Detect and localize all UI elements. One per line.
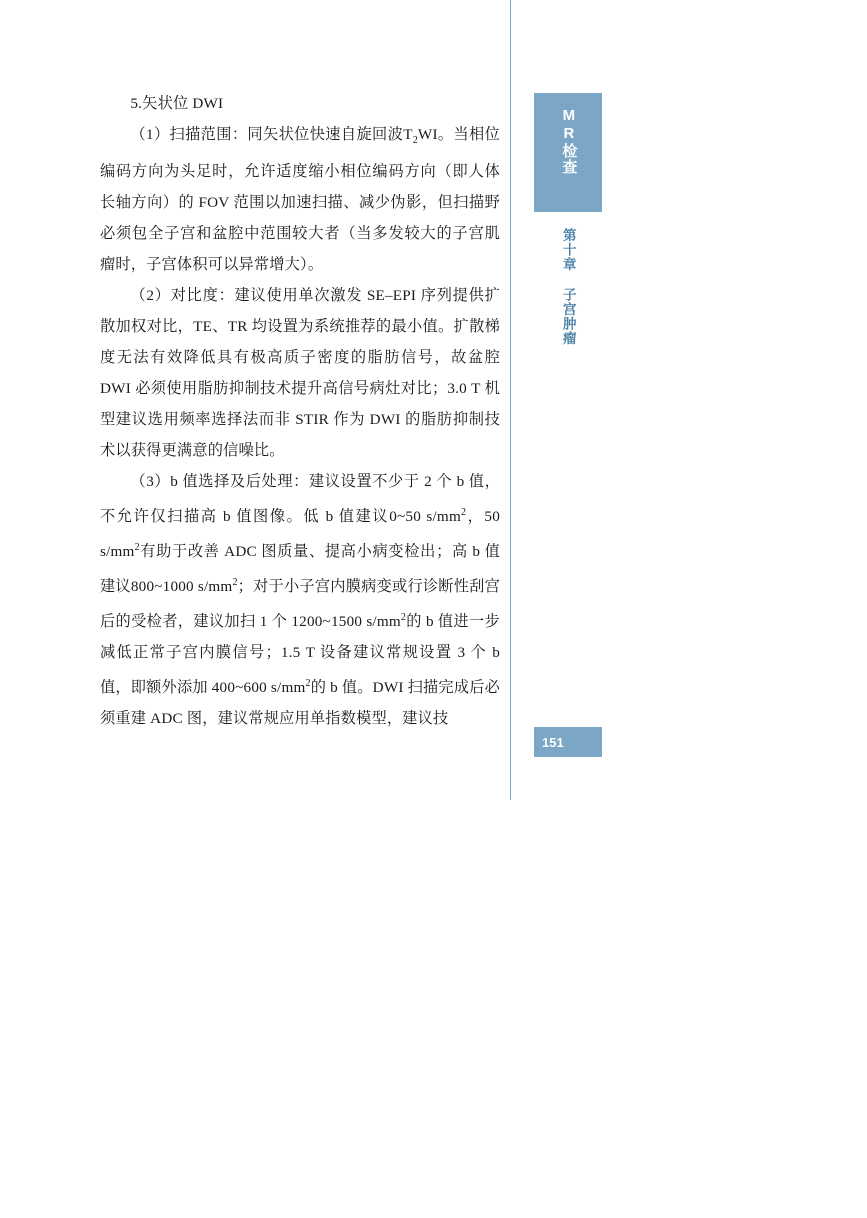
paragraph-bvalue: （3）b 值选择及后处理：建议设置不少于 2 个 b 值，不允许仅扫描高 b 值图像。低 b 值建议0~50 $s/mm^2$，50 $s/mm^2$有助于改善 ADC 图质量、提高小病变检出；高 b 值建议800~1000 $s/mm^2$；对于小子宫内膜病变或行诊断性刮宫后的受检者，建议加扫 1 个 1200~1500 $s/mm^2$的 b 值进一步减低正常子宫内膜信号；1.5 T 设备建议常规设置 3 个 b 值，即额外添加 400~600 $s/mm^2$的 b 值。DWI 扫描完成后必须重建 ADC 图，建议常规应用单指数模型，建议技 [100, 473, 500, 728]
paragraph-scan-range: （1）扫描范围：同矢状位快速自旋回波$T_2WI$。当相位编码方向为头足时，允许适度缩小相位编码方向（即人体长轴方向）的 FOV 范围以加速扫描、减少伪影，但扫描野必须包全子宫和盆腔中范围较大者（当多发较大的子宫肌瘤时，子宫体积可以异常增大）。 [100, 126, 501, 274]
page-body-text [100, 88, 500, 734]
page-number-label: 151 [542, 734, 564, 750]
side-tab-section-label: MR检查 [560, 107, 578, 175]
side-tab-section [534, 93, 602, 212]
paragraph-contrast: （2）对比度：建议使用单次激发 SE–EPI 序列提供扩散加权对比，TE、TR 均设置为系统推荐的最小值。扩散梯度无法有效降低具有极高质子密度的脂肪信号，故盆腔 DWI 必须使用脂肪抑制技术提升高信号病灶对比；3.0 T 机型建议选用频率选择法而非 STIR 作为 DWI 的脂肪抑制技术以获得更满意的信噪比。 [100, 287, 500, 460]
vertical-divider [510, 0, 511, 800]
side-tab-chapter-label: 第十章 子宫肿瘤 [560, 228, 576, 346]
side-tab-chapter [534, 228, 602, 368]
section-heading: 5.矢状位 DWI [130, 95, 224, 112]
page-number [534, 727, 602, 757]
